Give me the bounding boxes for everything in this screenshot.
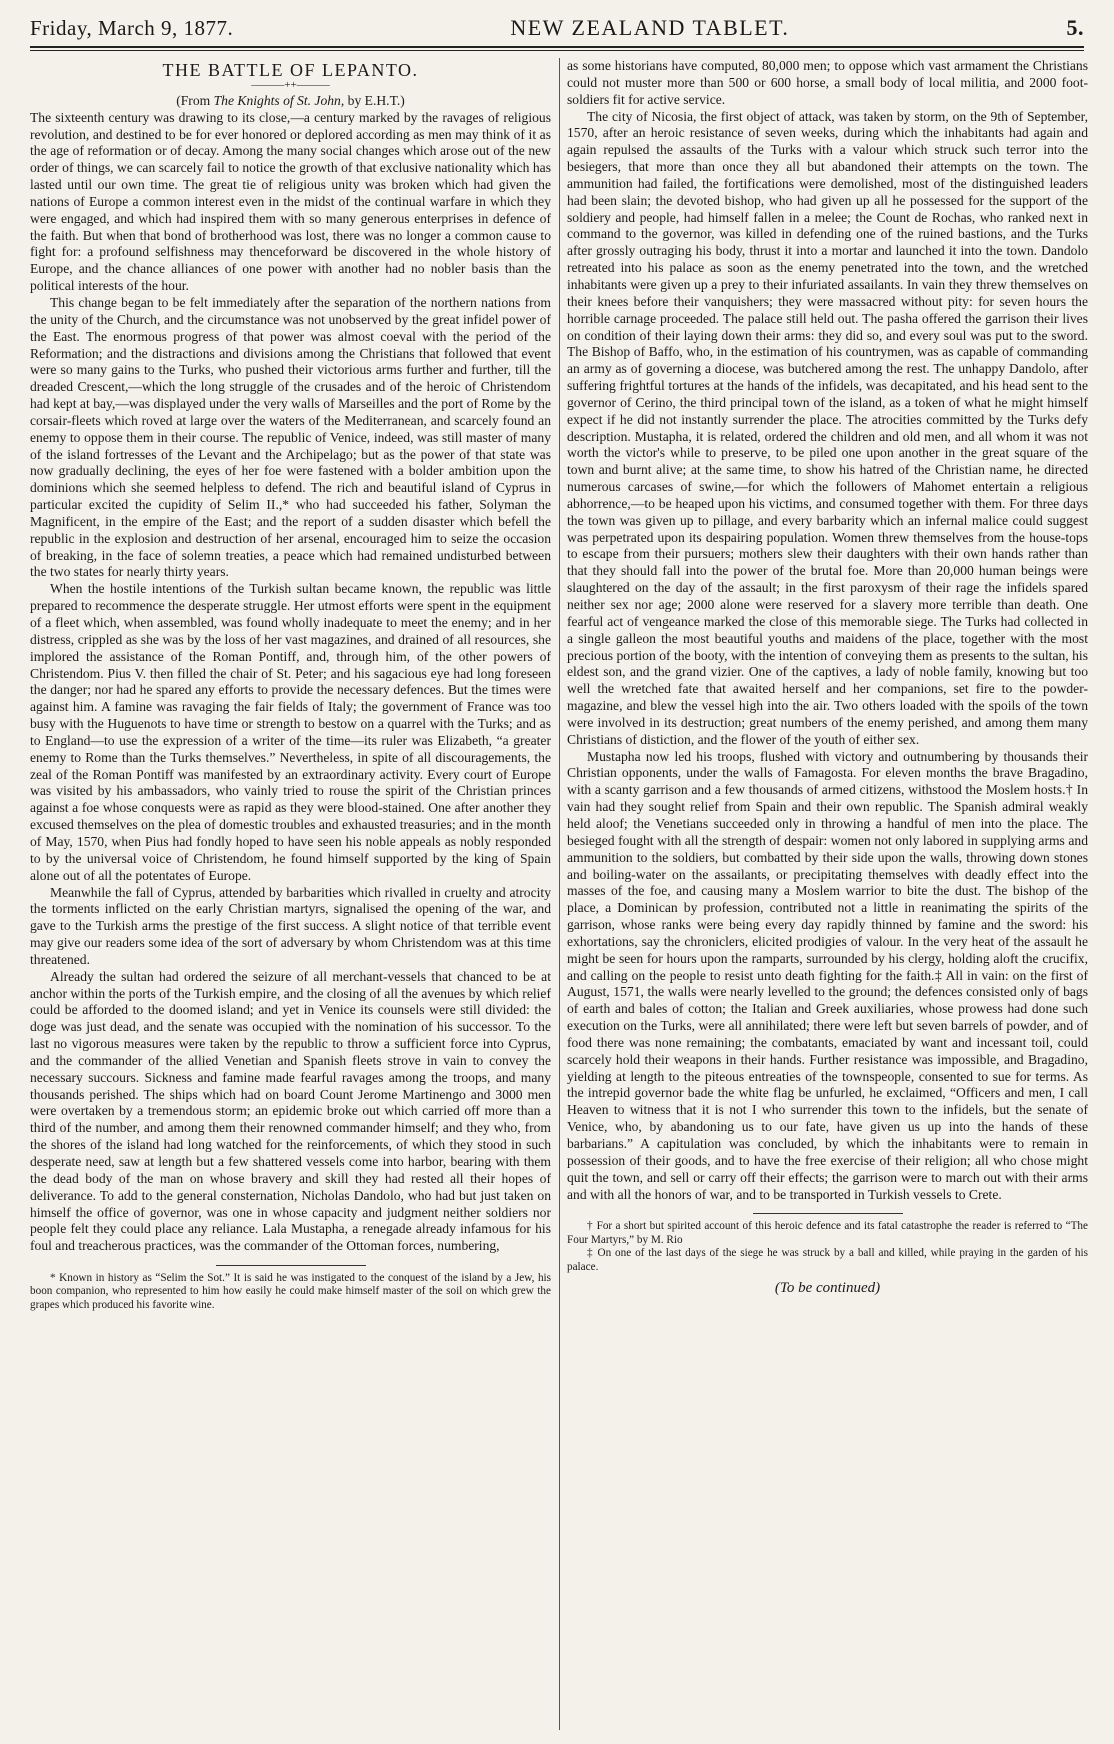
- title-ornament: ———++———: [251, 78, 330, 91]
- footnote: ‡ On one of the last days of the siege he was struck by a ball and killed, while praying in the garden of his palace.: [567, 1247, 1088, 1273]
- issue-date: Friday, March 9, 1877.: [30, 15, 234, 40]
- continued-notice: (To be continued): [774, 1280, 881, 1296]
- header-rule: [30, 46, 1084, 48]
- byline-source: The Knights of St. John: [213, 92, 341, 108]
- footnote-rule: [216, 1265, 366, 1266]
- paragraph: The city of Nicosia, the first object of attack, was taken by storm, on the 9th of September, 1570, after an heroic resistance of seven weeks, during which the inhabitants had again and again repulsed the assaults of the Turks with a valour which struck such terror into the besiegers, that more than once they all but abandoned their attempts on the town. The ammunition had failed, the fortifications were demolished, most of the distinguished leaders had been slain; the devoted bishop, who had given up all he possessed for the support of the soldiery and people, had himself fallen in a melee; the Count de Rochas, who ranked next in command to the governor, was killed in defending one of the ruined bastions, and the Turks after grossly outraging his body, thrust it into a mortar and launched it into the town. Dandolo retreated into his palace as soon as the enemy penetrated into the town, and the wretched inhabitants were given up a prey to their infuriated assailants. In vain they threw themselves on their knees before their vanquishers; they were massacred without pity: for seven hours the horrible carnage proceeded. The palace still held out. The pasha offered the garrison their lives on condition of their laying down their arms: they did so, and every soul was put to the sword. The Bishop of Baffo, who, in the estimation of his countrymen, was as capable of commanding an army as of governing a diocese, was butchered among the rest. The unhappy Dandolo, after suffering frightful tortures at the hands of the infidels, was decapitated, and his head sent to the governor of Cerino, the third principal town of the island, as a token of what he might himself expect if he did not instantly surrender the place. The atrocities committed by the Turks defy description. Mustapha, it is related, ordered the children and old men, and all whom it was not worth the victor's while to preserve, to be piled one upon another in the great square of the town and burnt alive; at the same time, to show his hatred of the Christian name, he directed numerous carcases of swine,—for which the followers of Mahomet entertain a religious abhorrence,—to be heaped upon his victims, and consumed together with them. For three days the town was given up to pillage, and every barbarity which an infernal malice could suggest was perpetrated upon its despairing population. Women threw themselves from the house-tops to escape from their pursuers; mothers slew their daughters with their own hands rather than that they should fall into the power of the brutal foe. More than 20,000 human beings were slaughtered on the day of the assault; in the first paroxysm of their rage the infidels spared neither sex nor age; 2000 alone were reserved for a slavery more terrible than death. One fearful act of vengeance marked the close of this memorable siege. The Turks had collected in a single galleon the most beautiful youths and maidens of the place, together with the most precious portion of the booty, with the intention of conveying them as presents to the sultan, his eldest son, and the grand vizier. One of the captives, a lady of noble family, knowing but too well the wretched fate that awaited herself and her companions, set fire to the powder-magazine, and blew the vessel high into the air. Two others loaded with the spoils of the town were involved in its destruction; great numbers of the enemy perished, and among them many Christians of distiction, and the flower of the youth of either sex.: [567, 108, 1088, 747]
- paragraph: Already the sultan had ordered the seizure of all merchant-vessels that chanced to be at anchor within the ports of the Turkish empire, and the closing of all the avenues by which relief could be afforded to the doomed island; and yet in Venice its counsels were still divided: the doge was just dead, and the senate was occupied with the nomination of his successor. To the last no vigorous measures were taken by the republic to throw a sufficient force into Cyprus, and the commander of the allied Venetian and Spanish fleets strove in vain to convey the necessary succours. Sickness and famine made fearful ravages among the troops, and many thousands perished. The ships which had on board Count Jerome Martinengo and 3000 men were overtaken by a tremendous storm; an epidemic broke out which carried off more than a third of the number, and among them their renowned commander himself; and they who, from the shores of the island had long watched for the reinforcements, of which they stood in such desperate need, saw at length but a few shattered vessels come into harbor, bearing with them the dead body of the man on whose bravery and skill they had rested all their hopes of deliverance. To add to the general consternation, Nicholas Dandolo, who had but just taken on himself the office of governor, was one in whose capacity and judgment neither soldiers nor people felt they could place any reliance. Lala Mustapha, a renegade already infamous for his foul and treacherous practices, was the commander of the Ottoman forces, numbering,: [30, 968, 551, 1254]
- paragraph: as some historians have computed, 80,000 men; to oppose which vast armament the Christians could not muster more than 500 or 600 horse, a small body of local militia, and 2000 foot-soldiers fit for active service.: [567, 58, 1088, 107]
- left-column: [30, 58, 551, 1730]
- header-rule-thin: [30, 50, 1084, 51]
- footnote: † For a short but spirited account of this heroic defence and its fatal catastrophe the reader is referred to “The Four Martyrs,” by M. Rio: [567, 1220, 1088, 1246]
- article-byline: [30, 93, 551, 110]
- paragraph: Meanwhile the fall of Cyprus, attended by barbarities which rivalled in cruelty and atrocity the torments inflicted on the early Christian martyrs, signalised the opening of the war, and gave to the Turkish arms the prestige of the first success. A slight notice of that terrible event may give our readers some idea of the sort of adversary by whom Christendom was at this time threatened.: [30, 884, 551, 967]
- byline-suffix: , by E.H.T.): [340, 92, 405, 108]
- article-title: THE BATTLE OF LEPANTO.: [162, 60, 419, 80]
- page-number: 5.: [1066, 15, 1084, 40]
- paragraph: The sixteenth century was drawing to its close,—a century marked by the ravages of religious revolution, and destined to be for ever honored or deplored according as men may think of it as the age of reformation or of decay. Among the many social changes which arose out of the new order of things, we can scarcely fail to notice the growth of that exclusive nationality which has lasted until our own time. The great tie of religious unity was broken which had given the nations of Europe a common interest even in the midst of the continual warfare in which they were engaged, and which had inspired them with so many generous enterprises in defence of the faith. But when that bond of brotherhood was lost, there was no longer a common cause to fight for: a profound selfishness may thenceforward be discovered in the whole history of Europe, and the chance alliances of one power with another had no nobler basis than the political interests of the hour.: [30, 109, 551, 294]
- paragraph: This change began to be felt immediately after the separation of the northern nations from the unity of the Church, and the circumstance was not unobserved by the great infidel power of the East. The enormous progress of that power was almost coeval with the period of the Reformation; and the distractions and divisions among the Christians that followed that event were so many gains to the Turks, who pushed their victorious arms further and further, till the dreaded Crescent,—which the long struggle of the crusades and of the heroic of Christendom had kept at bay,—was displayed under the very walls of Marseilles and the port of Rome by the corsair-fleets which roved at large over the waters of the Mediterranean, and scarcely found an enemy to oppose them in their course. The republic of Venice, indeed, was still master of many of the island fortresses of the Levant and the Archipelago; but as the power of that state was now gradually declining, the eyes of her foe were fastened with a bolder ambition upon the dominions which she seemed helpless to defend. The rich and beautiful island of Cyprus in particular excited the cupidity of Selim II.,* who had succeeded his father, Solyman the Magnificent, in the empire of the East; and the report of a sudden disaster which befell the republic in the explosion and destruction of her arsenal, encouraged him to seize the occasion of breaking, in the face of solemn treaties, a peace which had remained undisturbed between the two states for nearly thirty years.: [30, 294, 551, 580]
- byline-prefix: (From: [176, 92, 214, 108]
- right-column: [567, 58, 1088, 1730]
- paragraph: When the hostile intentions of the Turkish sultan became known, the republic was little prepared to recommence the desperate struggle. Her utmost efforts were spent in the equipment of a fleet which, when assembled, was found wholly inadequate to meet the enemy; and in her distress, crippled as she was by the loss of her vast magazines, and drained of all resources, she implored the assistance of the Roman Pontiff, and, through him, of the other powers of Christendom. Pius V. then filled the chair of St. Peter; and his sagacious eye had long foreseen the danger; nor had he spared any efforts to provide the necessary defences. But the times were against him. A famine was ravaging the fair fields of Italy; the government of France was too busy with the Huguenots to have time or strength to bestow on a quarrel with the Turks; and as to England—to use the expression of a writer of the time—its ruler was Elizabeth, “a greater enemy to Rome than the Turks themselves.” Nevertheless, in spite of all discouragements, the zeal of the Roman Pontiff was manifested by an extraordinary activity. Every court of Europe was visited by his ambassadors, who vainly tried to rouse the spirit of the Christian princes against a foe whose conquests were as rapid as they were blood-stained. One after another they excused themselves on the plea of domestic troubles and exhausted treasuries; and in the month of May, 1570, when Pius had fondly hoped to have seen his noble appeals as nobly responded to by the universal voice of Christendom, he found himself supported by the king of Spain alone out of all the potentates of Europe.: [30, 581, 551, 883]
- footnote: * Known in history as “Selim the Sot.” It is said he was instigated to the conquest of the island by a Jew, his boon companion, who represented to him how easily he could make himself master of the soil on which grew the grapes which produced his favorite wine.: [30, 1272, 551, 1311]
- page-header: [30, 12, 1084, 44]
- newspaper-title: NEW ZEALAND TABLET.: [510, 15, 790, 40]
- footnote-rule: [753, 1213, 903, 1214]
- column-rule: [559, 58, 560, 1730]
- paragraph: Mustapha now led his troops, flushed with victory and outnumbering by thousands their Christian opponents, under the walls of Famagosta. For eleven months the brave Bragadino, with a scanty garrison and a few thousands of armed citizens, withstood the Moslem hosts.† In vain had they sought relief from Spain and their own republic. The Spanish admiral weakly held aloof; the Venetians succeeded only in throwing a handful of men into the place. The besieged fought with all the strength of despair: women not only labored in supplying arms and ammunition to the soldiers, but combatted by their side upon the walls, throwing down stones and boiling-water on the assailants, or precipitating themselves with deadly effect into the masses of the foe, and causing many a Moslem warrior to bite the dust. The bishop of the place, a Dominican by profession, contributed not a little in reanimating the spirits of the garrison, whose ranks were being every day rapidly thinned by famine and the sword: his exhortations, say the chroniclers, elicited prodigies of valour. In the very heat of the assault he might be seen for hours upon the ramparts, surrounded by his clergy, holding aloft the crucifix, and calling on the people to resist unto death fighting for the faith.‡ All in vain: on the first of August, 1571, the walls were nearly levelled to the ground; the defences consisted only of bags of earth and bales of cotton; the Italian and Greek auxiliaries, whose prowess had done such execution on the Turks, were all annihilated; there were left but seven barrels of powder, and of food there was none remaining; the combatants, emaciated by want and incessant toil, could scarcely hold their weapons in their hands. Further resistance was impossible, and Bragadino, yielding at length to the piteous entreaties of the townspeople, consented to sue for terms. As the intrepid governor bade the white flag be unfurled, he exclaimed, “Officers and men, I call Heaven to witness that it is not I who surrender this town to the infidels, but the senate of Venice, who, by abandoning us to our fate, have given us up into the hands of these barbarians.” A capitulation was concluded, by which the inhabitants were to remain in possession of their goods, and to have the free exercise of their religion; all who chose might quit the town, and sell or carry off their effects; the garrison were to march out with their arms and with all the honors of war, and to be transported in Turkish vessels to Crete.: [567, 748, 1088, 1202]
